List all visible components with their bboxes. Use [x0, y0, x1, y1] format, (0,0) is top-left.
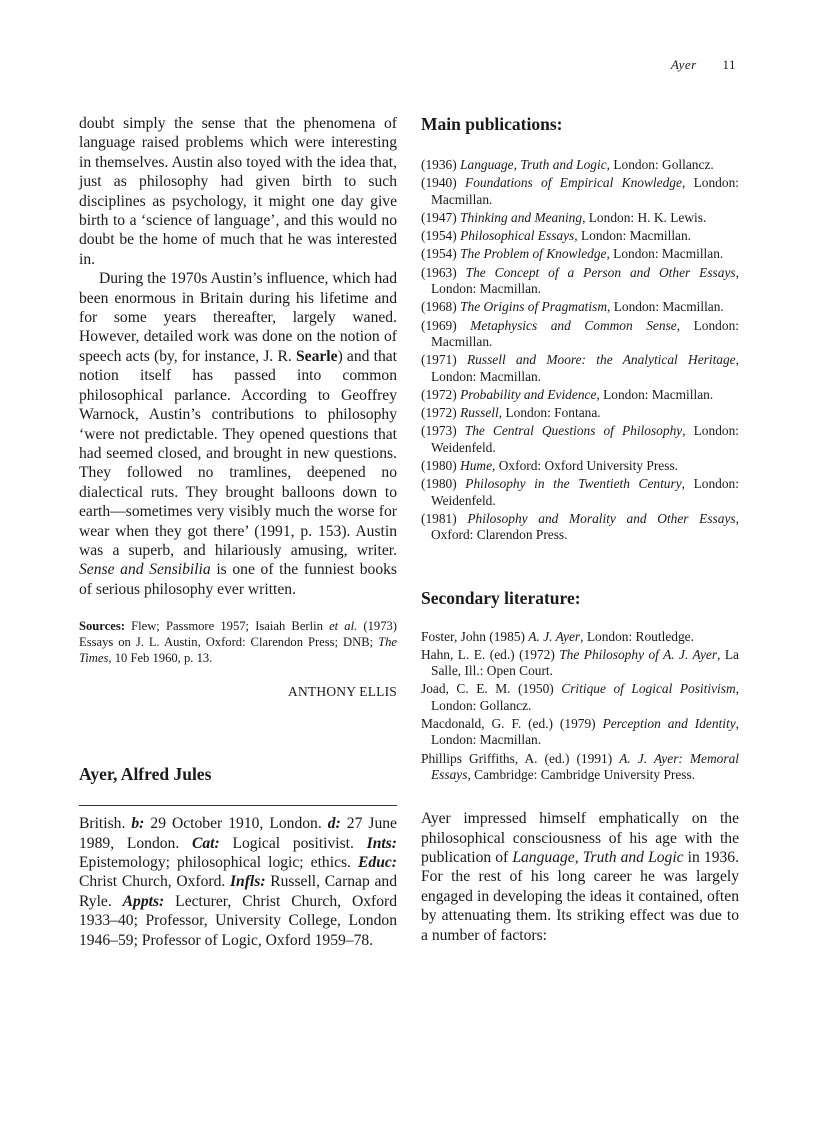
paragraph-text: ) and that notion itself has passed into common philosophical parlance. According to Geoffrey Warnock, Austin’s contributions to philosophy ‘were not predictable. They opened questions that had seemed closed, and brought in new questions. They followed no tramlines, deepened no dialectical ruts. They brought balloons down to earth—sometimes very visibly much the worse for wear when they got there’ (1991, p. 153). Austin was a superb, and hilariously amusing, writer.	[79, 347, 397, 559]
sources-note	[79, 618, 397, 666]
publication-item: (1940) Foundations of Empirical Knowledge, London: Macmillan.	[421, 175, 739, 207]
paragraph-text: During the 1970s Austin’s influence, which had been enormous in Britain during his lifetime and for some years thereafter, largely waned. However, detailed work was done on the notion of speech acts (by, for instance, J. R.	[79, 270, 397, 365]
born-label: b:	[131, 815, 145, 833]
publication-item: (1981) Philosophy and Morality and Other Essays, Oxford: Clarendon Press.	[421, 510, 739, 543]
appointments-label: Appts:	[122, 892, 165, 910]
secondary-literature-list	[421, 629, 739, 784]
sources-text: (1973) Essays on J. L. Austin, Oxford: Clarendon Press; DNB;	[79, 619, 397, 650]
publication-item: (1980) Philosophy in the Twentieth Century, London: Weidenfeld.	[421, 476, 739, 508]
category-label: Cat:	[191, 834, 220, 852]
ayer-intro-paragraph	[421, 809, 739, 945]
running-head	[671, 57, 736, 73]
bio-text: British.	[79, 815, 132, 833]
publication-item: (1980) Hume, Oxford: Oxford University Press.	[421, 458, 679, 474]
main-publications-list	[421, 157, 739, 544]
sources-text: , 10 Feb 1960, p. 13.	[108, 651, 213, 666]
literature-item: Foster, John (1985) A. J. Ayer, London: Routledge.	[421, 628, 694, 644]
continuation-paragraph: doubt simply the sense that the phenomena of language raised problems which were interesting in themselves. Austin also toyed with the idea that, just as philosophy had given birth to such disciplines as psychology, it might one day give birth to a ‘science of language’, and this would no doubt be the home of much that he was interested in.	[79, 115, 397, 268]
book-title: Language, Truth and Logic	[512, 849, 684, 867]
austin-influence-paragraph	[79, 269, 397, 599]
died-label: d:	[327, 815, 341, 833]
bio-text: 29 October 1910, London.	[144, 815, 328, 833]
publication-item: (1954) The Problem of Knowledge, London: Macmillan.	[421, 246, 724, 262]
page-number: 11	[722, 57, 736, 72]
publication-item: (1936) Language, Truth and Logic, London: Gollancz.	[421, 157, 714, 172]
publication-item: (1947) Thinking and Meaning, London: H. K. Lewis.	[421, 209, 707, 225]
paragraph-text: is one of the funniest books of serious philosophy ever written.	[79, 561, 397, 598]
publication-item: (1968) The Origins of Pragmatism, London: Macmillan.	[421, 299, 724, 315]
entry-bio	[79, 814, 397, 950]
publication-item: (1954) Philosophical Essays, London: Macmillan.	[421, 228, 692, 244]
entry-heading: Ayer, Alfred Jules	[79, 764, 212, 785]
right-column	[421, 114, 739, 945]
main-publications-heading: Main publications:	[421, 114, 563, 134]
literature-item: Joad, C. E. M. (1950) Critique of Logical Positivism, London: Gollancz.	[421, 681, 739, 713]
publication-item: (1969) Metaphysics and Common Sense, London: Macmillan.	[421, 317, 739, 349]
bio-text: Christ Church, Oxford.	[79, 873, 230, 891]
paragraph-text: in 1936. For the rest of his long career he was largely engaged in developing the ideas it contained, often by attenuating them. Its striking effect was due to a number of factors:	[421, 849, 739, 944]
literature-item: Phillips Griffiths, A. (ed.) (1991) A. J. Ayer: Memoral Essays, Cambridge: Cambridge University Press.	[421, 750, 739, 782]
sources-times: The Times	[79, 635, 397, 666]
author-signature: ANTHONY ELLIS	[288, 684, 397, 700]
education-label: Educ:	[358, 853, 397, 871]
paragraph-text: Ayer impressed himself emphatically on the philosophical consciousness of his age with the publication of	[421, 810, 739, 867]
literature-item: Hahn, L. E. (ed.) (1972) The Philosophy of A. J. Ayer, La Salle, Ill.: Open Court.	[421, 646, 739, 679]
literature-item: Macdonald, G. F. (ed.) (1979) Perception and Identity, London: Macmillan.	[421, 716, 740, 748]
publication-item: (1972) Probability and Evidence, London: Macmillan.	[421, 386, 714, 402]
sources-label: Sources:	[79, 619, 125, 634]
sources-text: Flew; Passmore 1957; Isaiah Berlin	[124, 619, 330, 634]
interests-label: Ints:	[366, 834, 397, 852]
cross-reference-searle: Searle	[295, 347, 338, 365]
sources-etal: et al.	[329, 619, 358, 634]
book-title: Sense and Sensibilia	[79, 561, 211, 579]
publication-item: (1972) Russell, London: Fontana.	[421, 405, 601, 421]
publication-item: (1963) The Concept of a Person and Other Essays, London: Macmillan.	[421, 264, 739, 297]
bio-text: Lecturer, Christ Church, Oxford 1933–40; Professor, University College, London 1946–59; Professor of Logic, Oxford 1959–78.	[79, 892, 397, 949]
publication-item: (1971) Russell and Moore: the Analytical Heritage, London: Macmillan.	[421, 352, 739, 384]
left-column	[79, 114, 397, 950]
bio-text: Russell, Carnap and Ryle.	[79, 873, 397, 910]
running-head-title: Ayer	[670, 57, 697, 72]
publication-item: (1973) The Central Questions of Philosophy, London: Weidenfeld.	[421, 423, 739, 455]
secondary-literature-heading: Secondary literature:	[421, 587, 581, 608]
bio-text: Logical positivist.	[219, 834, 367, 852]
bio-text: Epistemology; philosophical logic; ethics.	[79, 853, 359, 871]
bio-text: 27 June 1989, London.	[79, 815, 397, 852]
influences-label: Infls:	[229, 873, 266, 891]
